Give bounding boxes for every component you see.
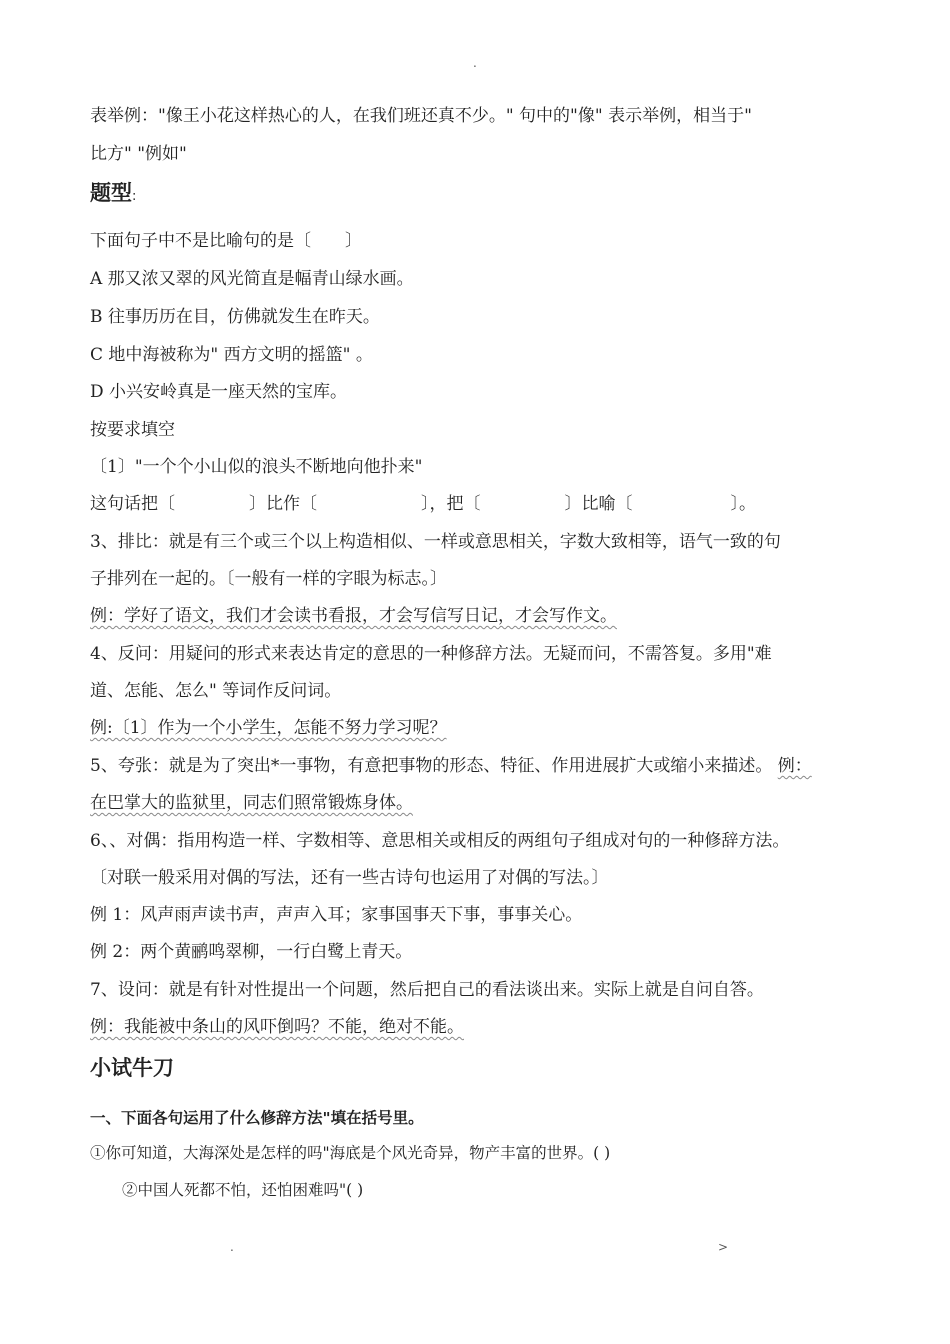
option-c: C 地中海被称为" 西方文明的摇篮" 。 bbox=[90, 345, 373, 365]
fanwen-example: 例:〔1〕作为一个小学生，怎能不努力学习呢？ bbox=[90, 718, 447, 738]
paibi-definition-cont: 子排列在一起的。〔一般有一样的字眼为标志。〕 bbox=[90, 569, 447, 589]
duiou-note: 〔对联一般采用对偶的写法，还有一些古诗句也运用了对偶的写法。〕 bbox=[90, 868, 609, 888]
heading-text: 题型 bbox=[90, 181, 132, 205]
shewen-definition: 7、设问：就是有针对性提出一个问题，然后把自己的看法谈出来。实际上就是自问自答。 bbox=[90, 980, 764, 1000]
duiou-example-1: 例 1：风声雨声读书声，声声入耳；家事国事天下事，事事关心。 bbox=[90, 905, 583, 925]
kuazhang-text: 5、夸张：就是为了突出*一事物，有意把事物的形态、特征、作用进展扩大或缩小来描述。 bbox=[90, 756, 773, 776]
section-heading-tixing bbox=[90, 181, 136, 209]
header-mark: . bbox=[473, 56, 477, 70]
paibi-definition: 3、排比：就是有三个或三个以上构造相似、一样或意思相关，字数大致相等，语气一致的句 bbox=[90, 532, 781, 552]
heading-suffix: : bbox=[132, 189, 137, 204]
option-d: D 小兴安岭真是一座天然的宝库。 bbox=[90, 382, 348, 402]
fill-text: 〕，把〔 bbox=[421, 494, 481, 514]
fill-text: 这句话把〔 bbox=[90, 494, 175, 514]
duiou-definition: 6、、对偶：指用构造一样、字数相等、意思相关或相反的两组句子组成对句的一种修辞方法。 bbox=[90, 831, 790, 851]
duiou-example-2: 例 2：两个黄鹂鸣翠柳，一行白鹭上青天。 bbox=[90, 942, 413, 962]
exercise-item-2: ②中国人死都不怕，还怕困难吗"( ) bbox=[122, 1181, 364, 1199]
fill-text: 〕。 bbox=[730, 494, 756, 514]
fanwen-definition: 4、反问：用疑问的形式来表达肯定的意思的一种修辞方法。无疑而问，不需答复。多用"难 bbox=[90, 644, 772, 664]
kuazhang-definition bbox=[90, 754, 812, 778]
paibi-example: 例：学好了语文，我们才会读书看报，才会写信写日记，才会写作文。 bbox=[90, 606, 617, 626]
kuazhang-example-label: 例： bbox=[777, 756, 812, 776]
question-intro: 下面句子中不是比喻句的是〔 〕 bbox=[90, 231, 362, 251]
fill-item-2 bbox=[90, 492, 756, 516]
option-b: B 往事历历在目，仿佛就发生在昨天。 bbox=[90, 307, 380, 327]
fill-text: 〕比作〔 bbox=[249, 494, 317, 514]
fill-title: 按要求填空 bbox=[90, 420, 175, 440]
kuazhang-example: 在巴掌大的监狱里，同志们照常锻炼身体。 bbox=[90, 793, 413, 813]
exercise-title: 一、下面各句运用了什么修辞方法"填在括号里。 bbox=[90, 1109, 424, 1127]
section-heading-xiaoshi: 小试牛刀 bbox=[90, 1056, 174, 1080]
text-line: 表举例："像王小花这样热心的人，在我们班还真不少。" 句中的"像" 表示举例，相当于" bbox=[90, 106, 752, 126]
shewen-example: 例：我能被中条山的风吓倒吗？不能，绝对不能。 bbox=[90, 1017, 464, 1037]
fill-item-1: 〔1〕"一个个小山似的浪头不断地向他扑来" bbox=[90, 457, 423, 477]
text-line: 比方" "例如" bbox=[90, 144, 187, 164]
footer-right-mark: > bbox=[718, 1240, 729, 1254]
exercise-item-1: ①你可知道，大海深处是怎样的吗"海底是个风光奇异，物产丰富的世界。( ) bbox=[90, 1144, 611, 1162]
fanwen-definition-cont: 道、怎能、怎么" 等词作反问词。 bbox=[90, 681, 342, 701]
option-a: A 那又浓又翠的风光简直是幅青山绿水画。 bbox=[90, 269, 414, 289]
fill-text: 〕比喻〔 bbox=[564, 494, 633, 514]
footer-left-mark: . bbox=[230, 1240, 234, 1254]
